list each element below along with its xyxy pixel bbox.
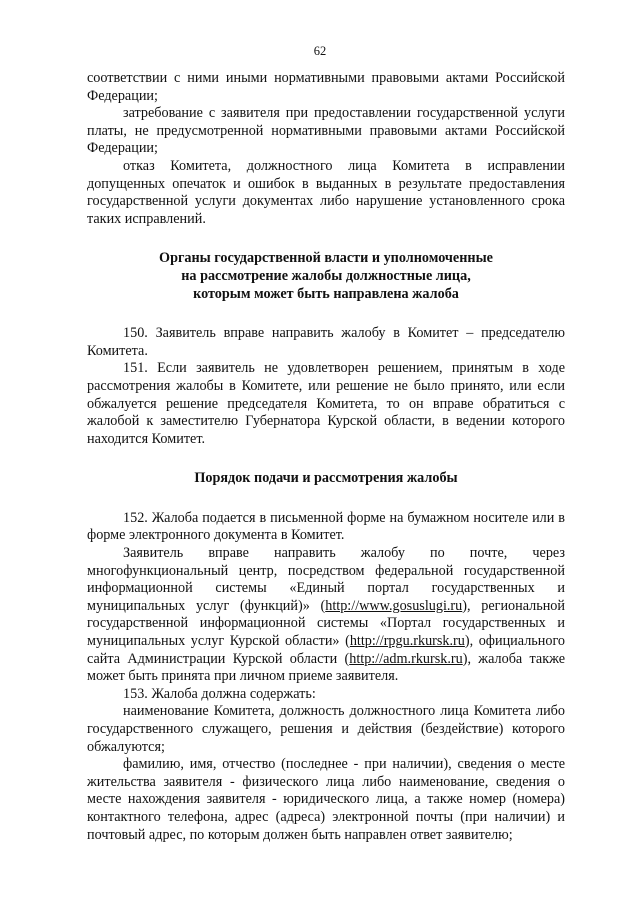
section-heading-procedure: Порядок подачи и рассмотрения жалобы [194, 470, 458, 487]
document-body [87, 70, 565, 844]
paragraph-150: 150. Заявитель вправе направить жалобу в Комитет – председателю Комитета. [87, 325, 565, 359]
paragraph-152: 152. Жалоба подается в письменной форме на бумажном носителе или в форме электронного документа в Комитет. [87, 509, 565, 544]
paragraph-151: 151. Если заявитель не удовлетворен решением, принятым в ходе рассмотрения жалобы в Комитете, или решение не было принято, или если обжалуется решение председателя Комитета, то он вправе обратиться с жалобой к заместителю Губернатора Курской области, в ведении которого находится Комитет. [87, 360, 565, 447]
text-run: ), жалоба также может быть принята при личном приеме заявителя. [87, 650, 565, 685]
paragraph: затребование с заявителя при предоставлении государственной услуги платы, не предусмотренной нормативными правовыми актами Российской Федерации; [87, 105, 565, 157]
link-adm[interactable]: http://adm.rkursk.ru [349, 650, 463, 667]
text-run: ), официального сайта Администрации Курской области ( [87, 633, 565, 667]
page-number: 62 [313, 44, 327, 58]
link-rpgu[interactable]: http://rpgu.rkursk.ru [349, 633, 465, 650]
heading-line: которым может быть направлена жалоба [193, 285, 459, 302]
paragraph-152-channels [87, 545, 565, 686]
heading-line: Органы государственной власти и уполномоченные [159, 250, 493, 267]
text-run: ), региональной государственной информационной системы «Портал государственных и муниципальных услуг Курской области» ( [87, 597, 565, 650]
link-gosuslugi[interactable]: http://www.gosuslugi.ru [325, 597, 463, 614]
paragraph-153-item: наименование Комитета, должность должностного лица Комитета либо государственного служащего, решения и действия (бездействие) которого обжалуются; [87, 703, 565, 755]
text-run: Заявитель вправе направить жалобу по почте, через многофункциональный центр, посредством федеральной государственной информационной системы «Единый портал государственных и муниципальных услуг (функций)» ( [87, 545, 565, 614]
paragraph-153: 153. Жалоба должна содержать: [123, 685, 316, 702]
paragraph: соответствии с ними иными нормативными правовыми актами Российской Федерации; [87, 70, 565, 104]
heading-line: на рассмотрение жалобы должностные лица, [181, 267, 471, 284]
paragraph: отказ Комитета, должностного лица Комитета в исправлении допущенных опечаток и ошибок в выданных в результате предоставления государственной услуги документах либо нарушение установленного срока таких исправлений. [87, 157, 565, 227]
section-heading-officials [87, 250, 565, 303]
paragraph-153-item: фамилию, имя, отчество (последнее - при наличии), сведения о месте жительства заявителя - физического лица либо наименование, сведения о месте нахождения заявителя - юридического лица, а также номер (номера) контактного телефона, адрес (адреса) электронной почты (при наличии) и почтовый адрес, по которым должен быть направлен ответ заявителю; [87, 756, 565, 843]
